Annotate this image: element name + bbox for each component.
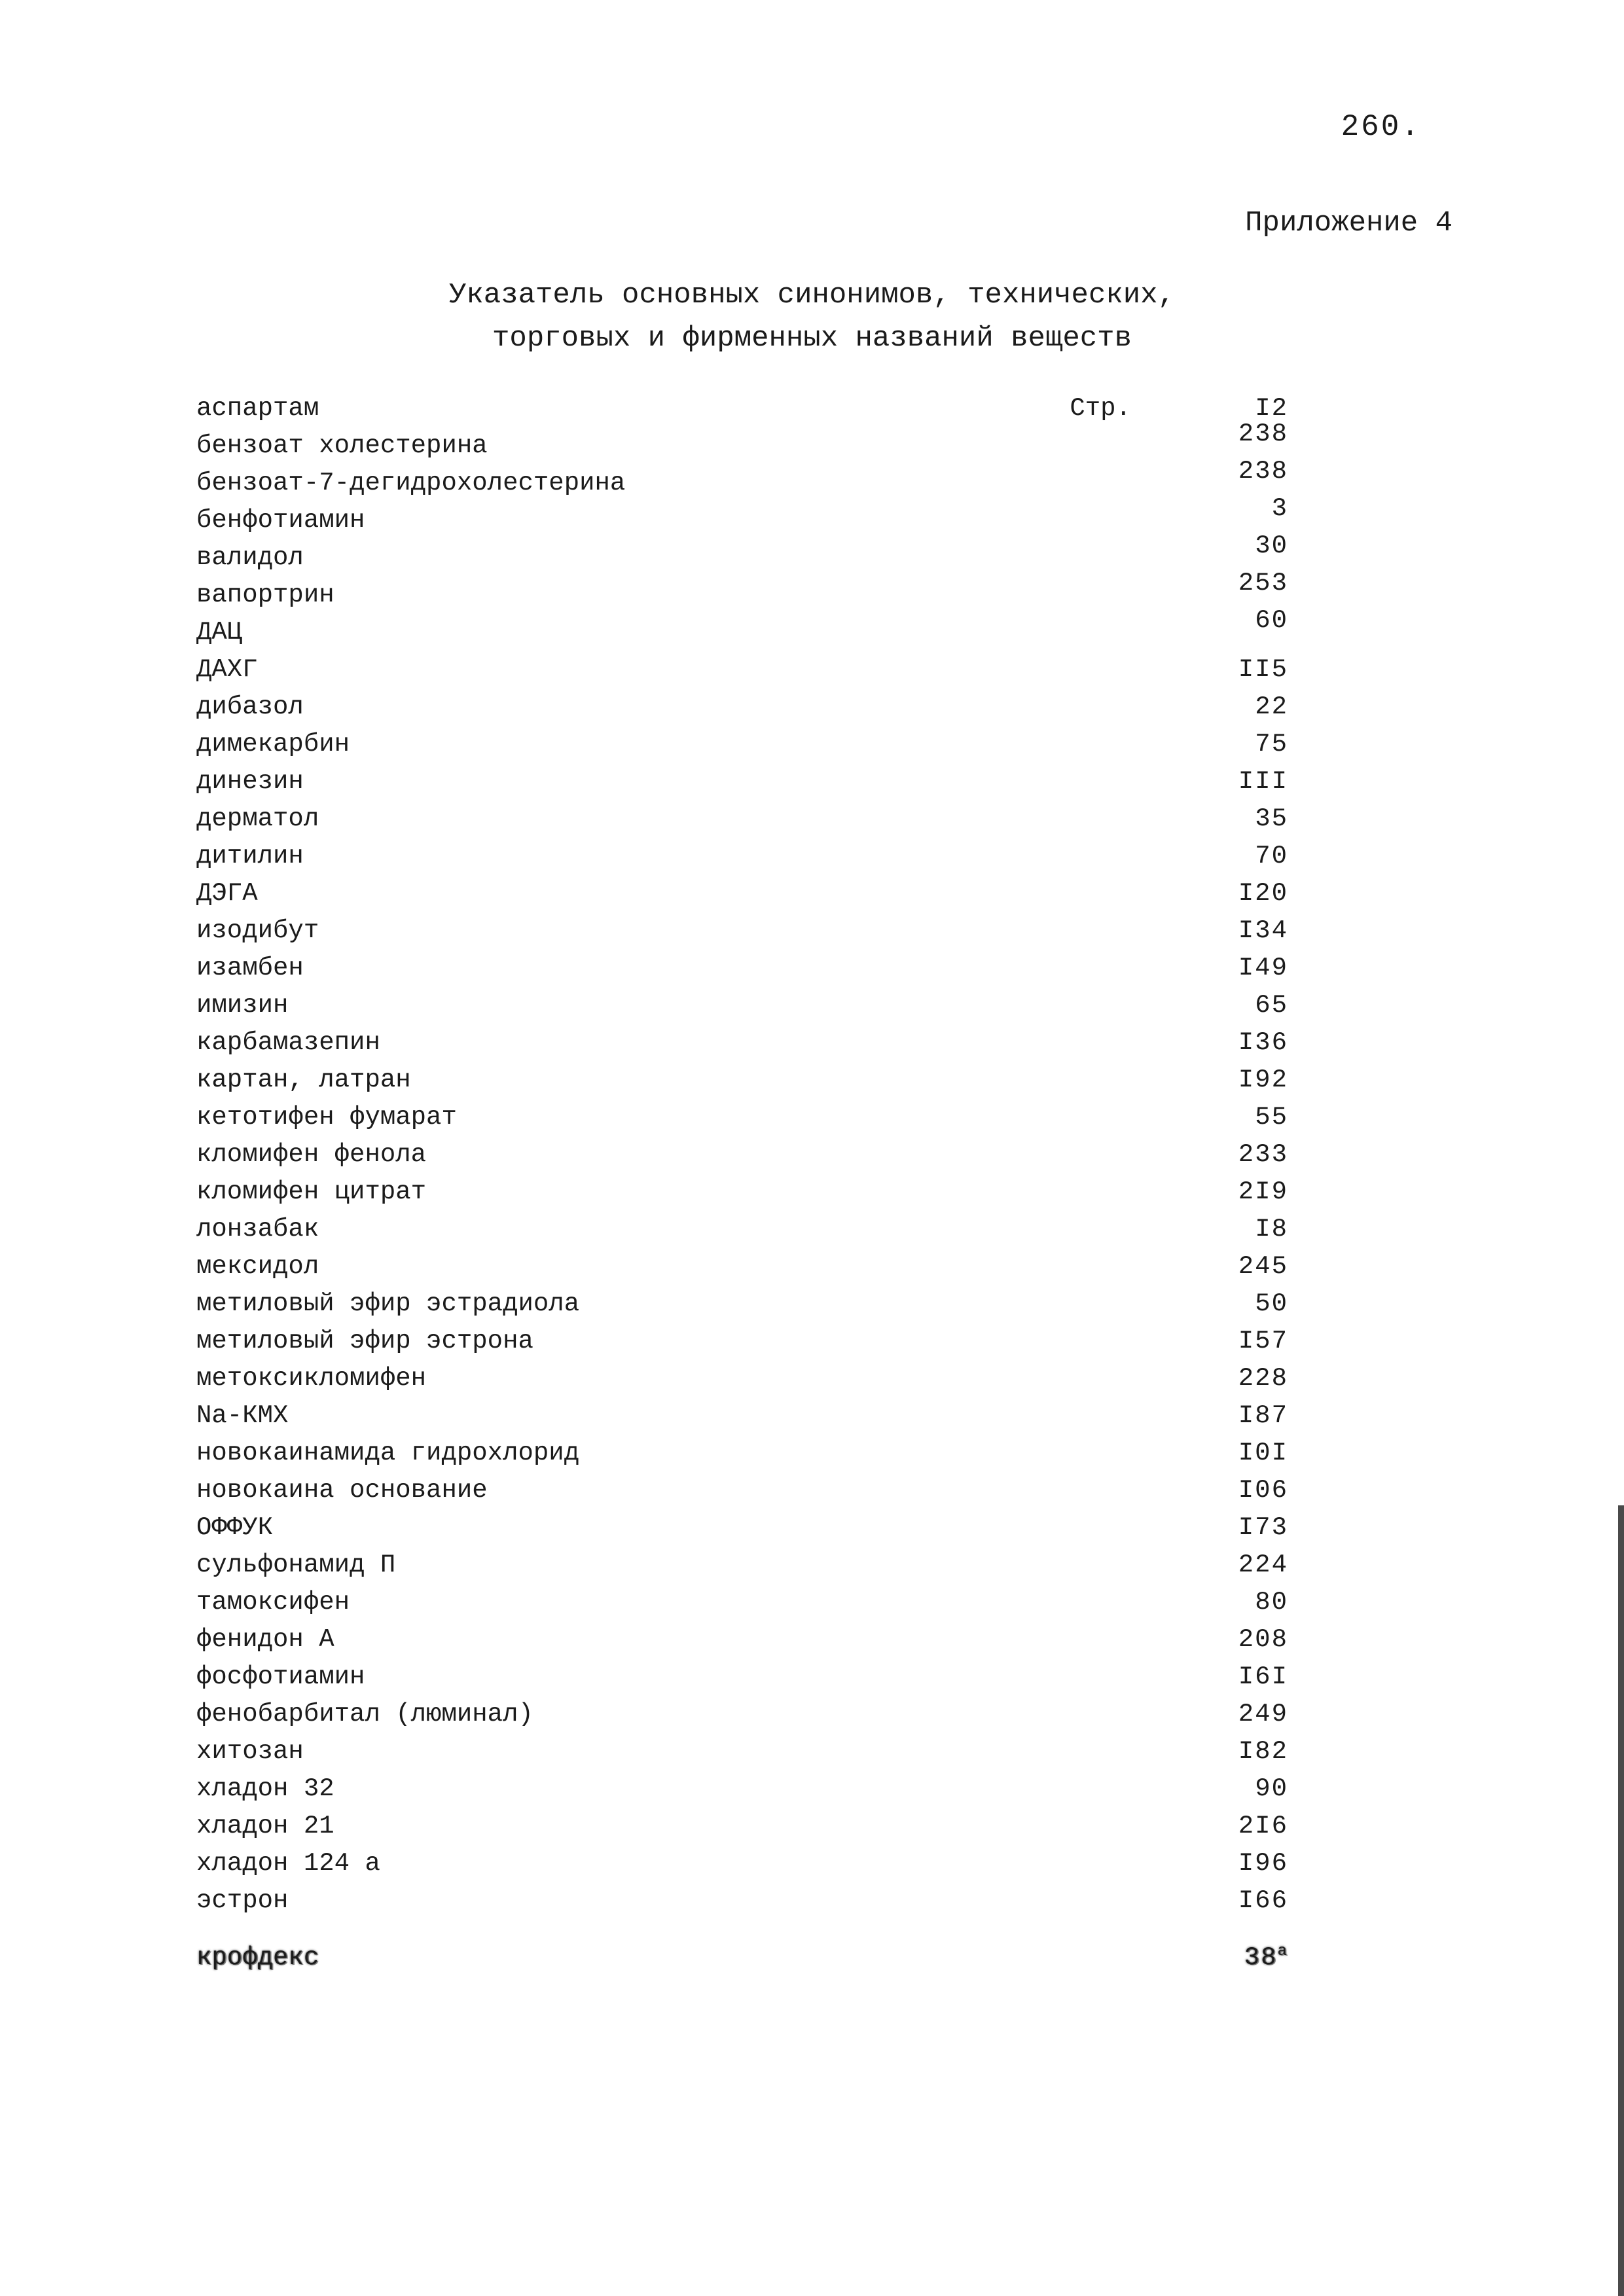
index-row	[196, 606, 1288, 651]
entry-name: ОФФУК	[196, 1513, 274, 1542]
entry-page: 238	[1238, 420, 1288, 448]
index-row	[196, 1882, 1288, 1920]
entry-page: III	[1238, 767, 1288, 796]
entry-page: 60	[1255, 606, 1288, 635]
page-number: 260.	[1341, 110, 1421, 144]
entry-name: димекарбин	[196, 730, 350, 759]
entry-page: I82	[1238, 1737, 1288, 1766]
index-row	[196, 1696, 1288, 1733]
entry-name: карбамазепин	[196, 1028, 380, 1057]
entry-page: 228	[1238, 1364, 1288, 1393]
entry-name: тамоксифен	[196, 1588, 350, 1617]
entry-page: 208	[1238, 1625, 1288, 1654]
index-row	[196, 689, 1288, 726]
index-row	[196, 1285, 1288, 1323]
index-row	[196, 457, 1288, 502]
entry-page: I66	[1238, 1886, 1288, 1915]
title-line-1: Указатель основных синонимов, технических,	[449, 279, 1175, 312]
index-row	[196, 1509, 1288, 1547]
entry-page: I49	[1238, 954, 1288, 982]
entry-page: II5	[1238, 655, 1288, 684]
entry-name: фосфотиамин	[196, 1662, 365, 1691]
entry-page: 90	[1255, 1774, 1288, 1803]
entry-page: I73	[1238, 1513, 1288, 1542]
entry-page: 35	[1255, 804, 1288, 833]
index-row	[196, 1136, 1288, 1174]
page-superscript: а	[1277, 1943, 1288, 1960]
index-row	[196, 569, 1288, 614]
index-row	[196, 420, 1288, 465]
entry-page: I34	[1238, 916, 1288, 945]
entry-page: 253	[1238, 569, 1288, 598]
index-row	[196, 950, 1288, 987]
entry-name: дерматол	[196, 804, 319, 833]
index-row	[196, 1397, 1288, 1435]
document-title	[0, 274, 1624, 360]
entry-name: вапортрин	[196, 581, 334, 609]
entry-name: изамбен	[196, 954, 304, 982]
index-row	[196, 726, 1288, 763]
entry-page: 249	[1238, 1700, 1288, 1729]
index-row	[196, 1211, 1288, 1248]
index-row	[196, 494, 1288, 539]
title-line-2: торговых и фирменных названий веществ	[492, 322, 1132, 355]
index-row	[196, 1472, 1288, 1509]
index-row	[196, 800, 1288, 838]
entry-page: I0I	[1238, 1439, 1288, 1467]
entry-name: мексидол	[196, 1252, 319, 1281]
entry-page: I87	[1238, 1401, 1288, 1430]
entry-name: Na-КМХ	[196, 1401, 289, 1430]
index-row	[196, 1547, 1288, 1584]
index-row	[196, 1024, 1288, 1062]
entry-page: I96	[1238, 1849, 1288, 1878]
index-row	[196, 651, 1288, 689]
index-list	[196, 390, 1288, 1977]
entry-page: 55	[1255, 1103, 1288, 1132]
index-row	[196, 838, 1288, 875]
entry-name: метоксикломифен	[196, 1364, 427, 1393]
scan-edge-artifact	[1618, 1505, 1624, 2296]
entry-page: 80	[1255, 1588, 1288, 1617]
entry-name: метиловый эфир эстрадиола	[196, 1289, 580, 1318]
index-row	[196, 1621, 1288, 1659]
index-row	[196, 1323, 1288, 1360]
entry-name: дитилин	[196, 842, 304, 870]
index-row	[196, 875, 1288, 912]
entry-name: бензоат холестерина	[196, 431, 488, 460]
entry-page: 65	[1255, 991, 1288, 1020]
entry-name: кетотифен фумарат	[196, 1103, 457, 1132]
entry-page: I2	[1255, 394, 1288, 423]
index-row	[196, 1808, 1288, 1845]
entry-page: I57	[1238, 1327, 1288, 1355]
index-row	[196, 1062, 1288, 1099]
entry-name: кломифен цитрат	[196, 1177, 427, 1206]
index-row	[196, 987, 1288, 1024]
entry-page: 50	[1255, 1289, 1288, 1318]
entry-page: 75	[1255, 730, 1288, 759]
index-row	[196, 1584, 1288, 1621]
entry-name: картан, латран	[196, 1066, 411, 1094]
entry-page: 245	[1238, 1252, 1288, 1281]
entry-name: хладон 124 а	[196, 1849, 380, 1878]
entry-name: изодибут	[196, 916, 319, 945]
entry-name: валидол	[196, 543, 304, 572]
entry-page: 22	[1255, 692, 1288, 721]
index-row	[196, 1174, 1288, 1211]
index-row	[196, 1659, 1288, 1696]
entry-name: аспартам	[196, 394, 319, 423]
index-row	[196, 763, 1288, 800]
entry-page: 224	[1238, 1551, 1288, 1579]
entry-page: 233	[1238, 1140, 1288, 1169]
index-row	[196, 1248, 1288, 1285]
entry-page: I6I	[1238, 1662, 1288, 1691]
entry-name: имизин	[196, 991, 289, 1020]
entry-page: I8	[1255, 1215, 1288, 1244]
entry-name: эстрон	[196, 1886, 289, 1915]
index-row	[196, 1733, 1288, 1770]
entry-name: дибазол	[196, 692, 304, 721]
entry-name: лонзабак	[196, 1215, 319, 1244]
page-column-label: Стр.	[1070, 394, 1131, 423]
entry-name: бензоат-7-дегидрохолестерина	[196, 469, 626, 497]
entry-name: динезин	[196, 767, 304, 796]
entry-name: метиловый эфир эстрона	[196, 1327, 533, 1355]
index-row	[196, 1939, 1288, 1977]
entry-name: фенобарбитал (люминал)	[196, 1700, 533, 1729]
entry-name: хладон 21	[196, 1812, 334, 1840]
entry-name: кломифен фенола	[196, 1140, 427, 1169]
entry-page: 3	[1271, 494, 1288, 523]
entry-page: 70	[1255, 842, 1288, 870]
index-row	[196, 1360, 1288, 1397]
entry-name: ДАЦ	[196, 618, 243, 647]
entry-name: хладон 32	[196, 1774, 334, 1803]
index-row	[196, 912, 1288, 950]
entry-page: 2I6	[1238, 1812, 1288, 1840]
entry-page: $38^а$	[1244, 1943, 1288, 1972]
entry-name: новокаина основание	[196, 1476, 488, 1505]
index-row	[196, 1435, 1288, 1472]
entry-name: сульфонамид П	[196, 1551, 396, 1579]
entry-name: бенфотиамин	[196, 506, 365, 535]
entry-name: фенидон А	[196, 1625, 334, 1654]
index-row	[196, 1770, 1288, 1808]
index-row	[196, 531, 1288, 577]
index-row	[196, 1845, 1288, 1882]
entry-name: хитозан	[196, 1737, 304, 1766]
entry-page: I36	[1238, 1028, 1288, 1057]
index-row	[196, 390, 1288, 427]
entry-page: 238	[1238, 457, 1288, 486]
appendix-label: Приложение 4	[1245, 207, 1453, 240]
entry-name: новокаинамида гидрохлорид	[196, 1439, 580, 1467]
entry-name: крофдекс	[196, 1943, 319, 1972]
entry-page: 2I9	[1238, 1177, 1288, 1206]
entry-name: ДАХГ	[196, 655, 258, 684]
entry-page: I20	[1238, 879, 1288, 908]
entry-page: 30	[1255, 531, 1288, 560]
index-row	[196, 1099, 1288, 1136]
entry-name: ДЭГА	[196, 879, 258, 908]
entry-page: I92	[1238, 1066, 1288, 1094]
entry-page: I06	[1238, 1476, 1288, 1505]
